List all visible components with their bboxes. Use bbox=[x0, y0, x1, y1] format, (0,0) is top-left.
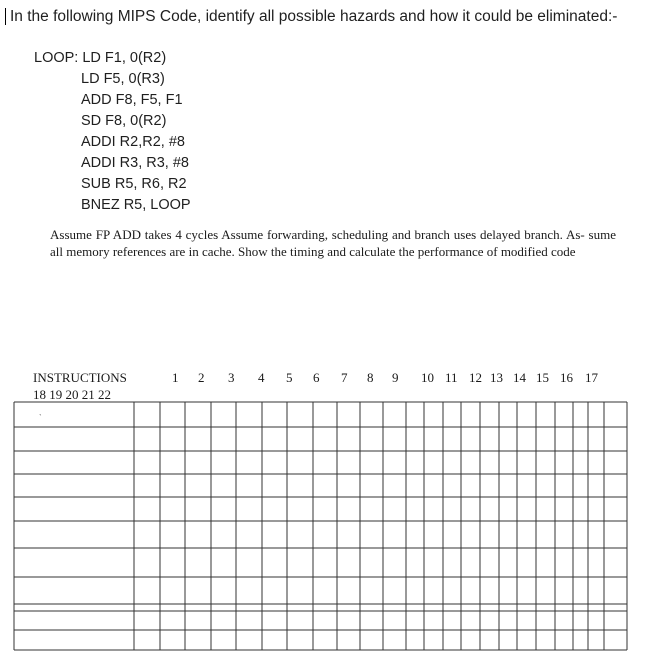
code-line-5: ADDI R2,R2, #8 bbox=[81, 134, 185, 150]
cell-mark: ˋ bbox=[39, 413, 42, 422]
cycle-15: 15 bbox=[536, 370, 549, 385]
code-line-3: ADD F8, F5, F1 bbox=[81, 92, 183, 108]
code-line-1: LOOP: LD F1, 0(R2) bbox=[34, 50, 167, 66]
cycle-6: 6 bbox=[313, 370, 320, 385]
cycle-9: 9 bbox=[392, 370, 399, 385]
cycle-5: 5 bbox=[286, 370, 293, 385]
cycle-1: 1 bbox=[172, 370, 179, 385]
code-line-7: SUB R5, R6, R2 bbox=[81, 176, 187, 192]
cycle-17: 17 bbox=[585, 370, 598, 385]
grid-vertical-lines bbox=[14, 402, 627, 650]
assumption-paragraph: Assume FP ADD takes 4 cycles Assume forwarding, scheduling and branch uses delayed branch. As- sume all memory references are in cache. Show the timing and calculate the performance of modified code bbox=[50, 227, 616, 259]
cycle-14: 14 bbox=[513, 370, 526, 385]
cycle-7: 7 bbox=[341, 370, 348, 385]
cycle-row-2: 18 19 20 21 22 bbox=[33, 387, 111, 402]
code-line-8: BNEZ R5, LOOP bbox=[81, 197, 191, 213]
code-line-4: SD F8, 0(R2) bbox=[81, 113, 167, 129]
cycle-4: 4 bbox=[258, 370, 265, 385]
cycle-3: 3 bbox=[228, 370, 235, 385]
cycle-11: 11 bbox=[445, 370, 458, 385]
cycle-13: 13 bbox=[490, 370, 503, 385]
instructions-header: INSTRUCTIONS bbox=[33, 370, 127, 385]
cycle-2: 2 bbox=[198, 370, 205, 385]
cycle-10: 10 bbox=[421, 370, 434, 385]
cycle-16: 16 bbox=[560, 370, 573, 385]
grid-horizontal-lines bbox=[14, 402, 627, 650]
code-line-6: ADDI R3, R3, #8 bbox=[81, 155, 189, 171]
question-text: In the following MIPS Code, identify all possible hazards and how it could be eliminated:- bbox=[10, 8, 618, 25]
code-line-2: LD F5, 0(R3) bbox=[81, 71, 165, 87]
cycle-12: 12 bbox=[469, 370, 482, 385]
cycle-8: 8 bbox=[367, 370, 374, 385]
